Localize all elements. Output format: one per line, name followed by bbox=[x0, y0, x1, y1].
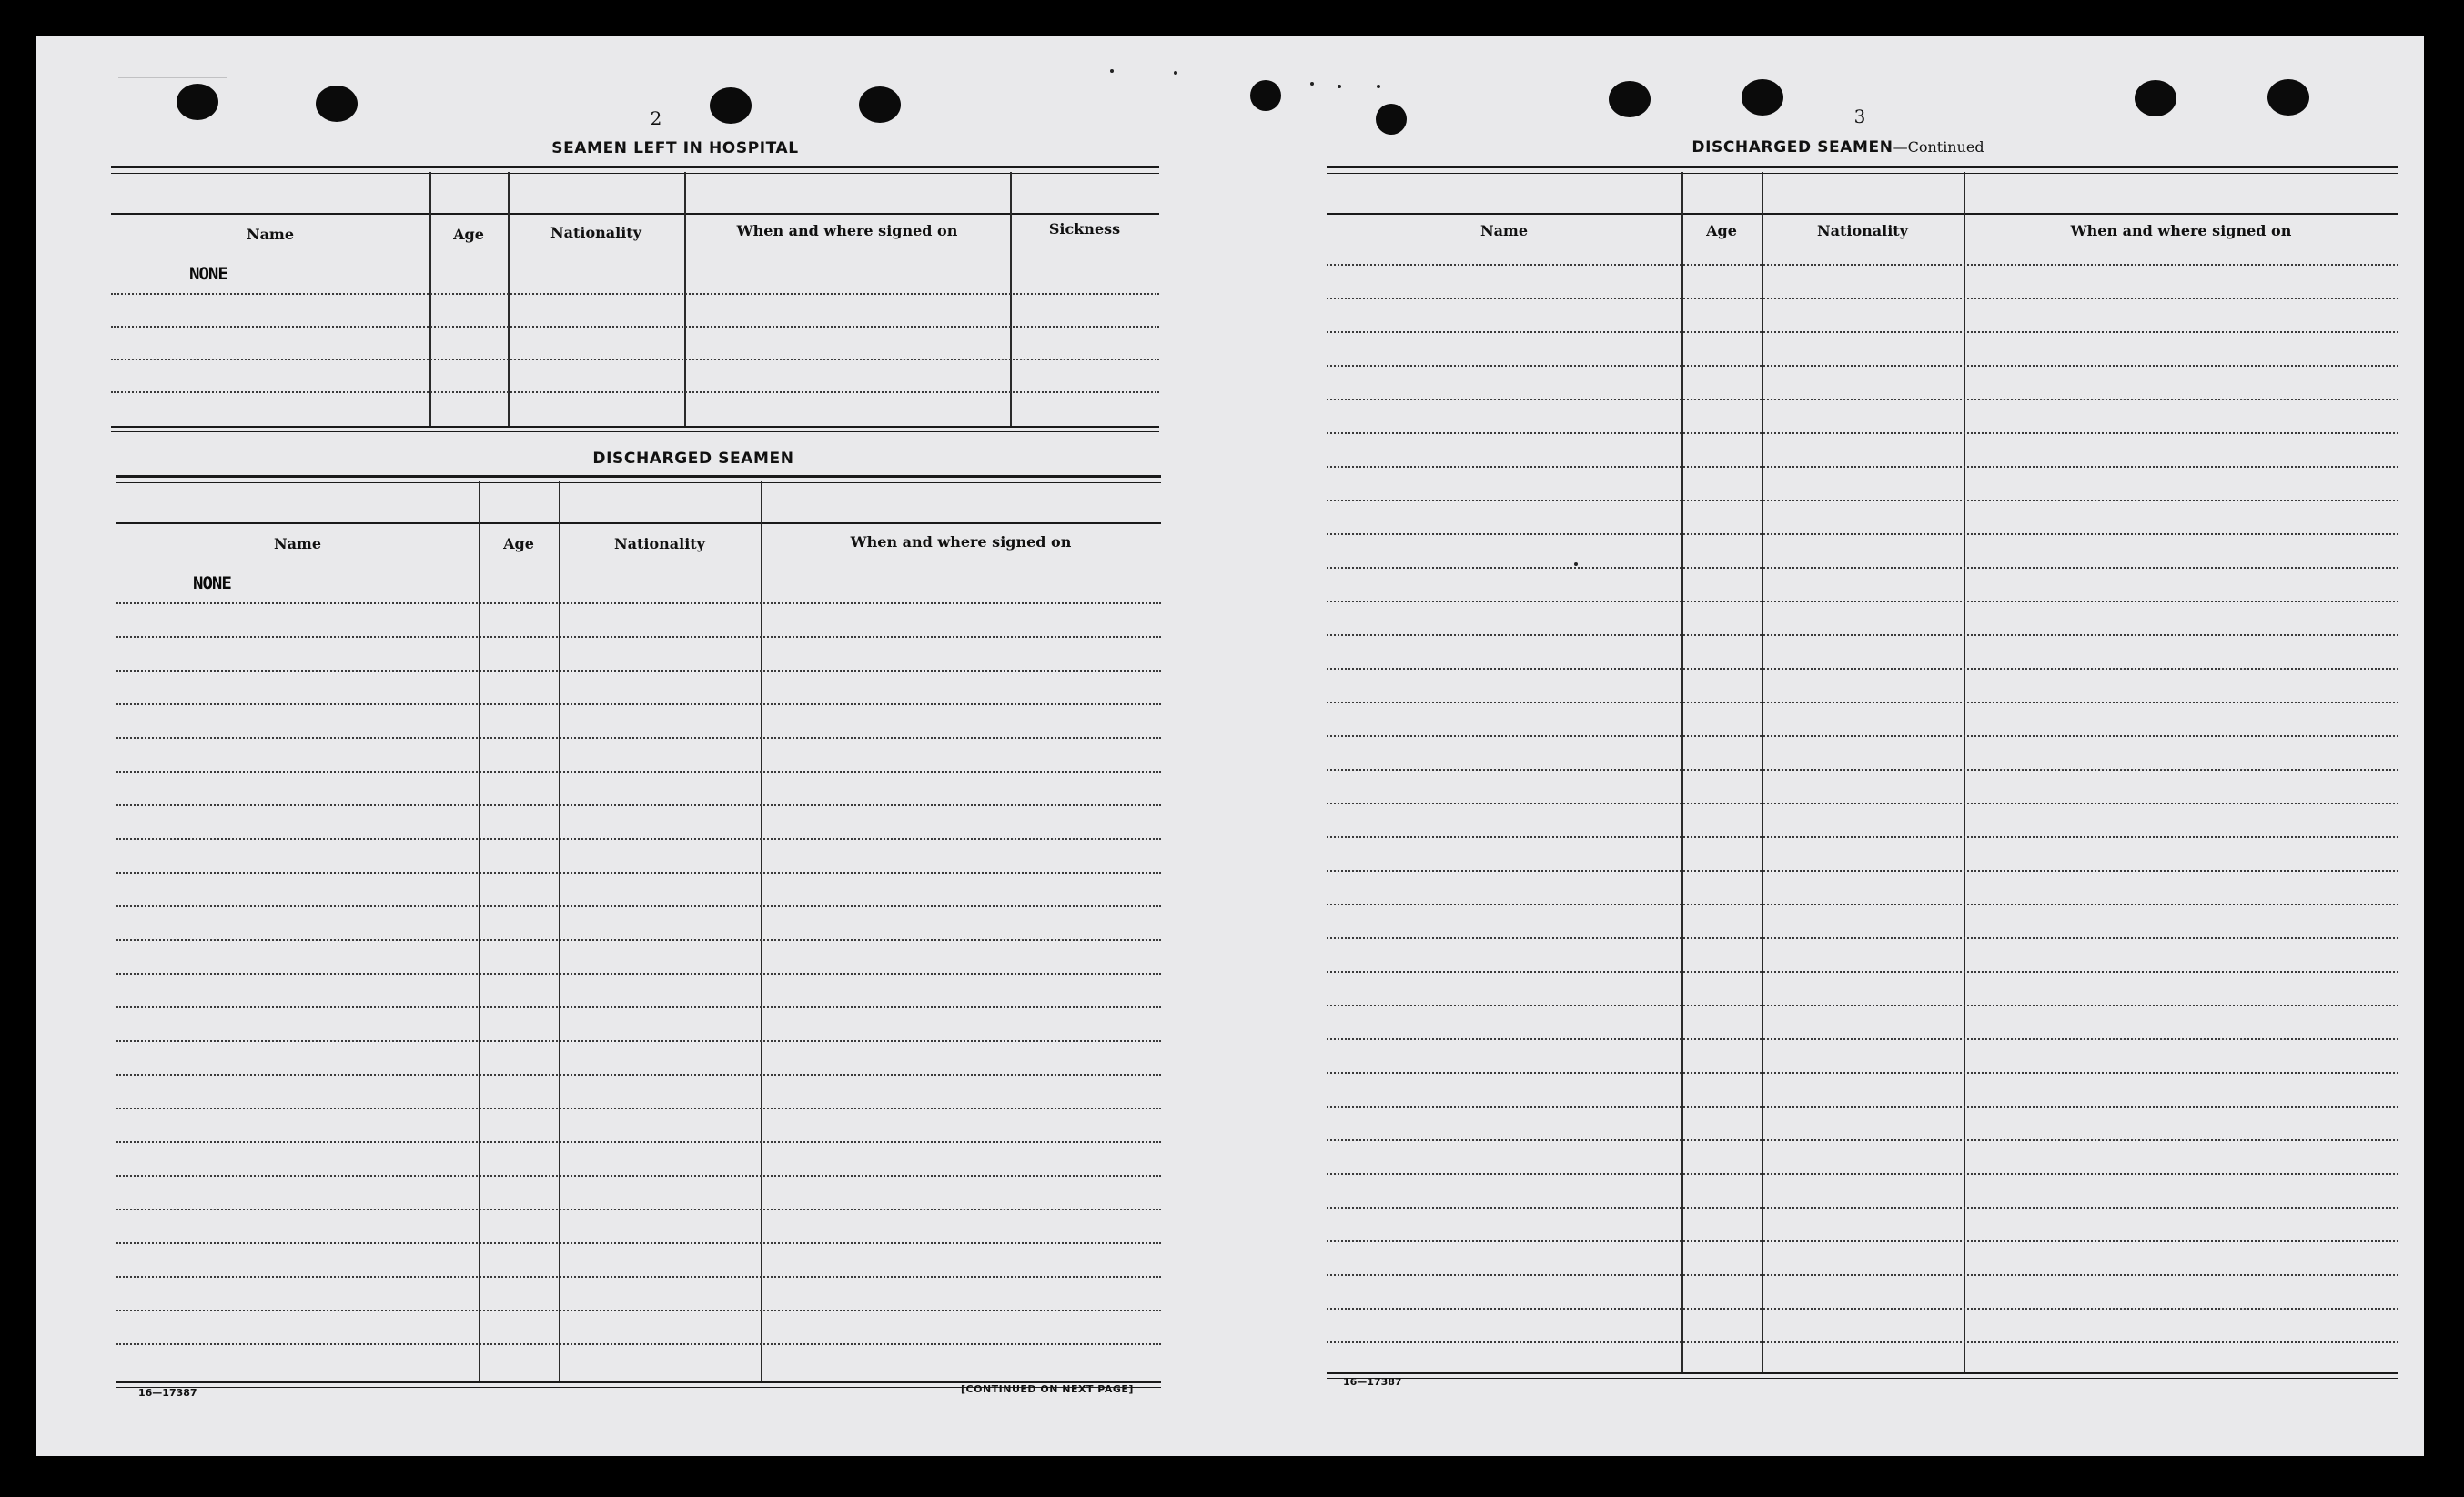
table-row-line bbox=[116, 939, 1161, 941]
column-header-signed-on: When and where signed on bbox=[850, 533, 1072, 551]
ink-speck bbox=[1110, 69, 1114, 73]
table-bottom-rule bbox=[111, 426, 1159, 432]
column-divider bbox=[1762, 172, 1763, 1373]
column-header-nationality: Nationality bbox=[550, 224, 641, 241]
table-row-line bbox=[116, 1209, 1161, 1210]
table-row-line bbox=[1327, 264, 2398, 266]
page-number-left: 2 bbox=[650, 107, 662, 129]
table-row-line bbox=[1327, 803, 2398, 804]
table-row-line bbox=[1327, 298, 2398, 299]
section-title-discharged: DISCHARGED SEAMEN bbox=[592, 450, 794, 468]
column-header-nationality: Nationality bbox=[1817, 222, 1908, 239]
table-row-line bbox=[1327, 870, 2398, 872]
table-row-line bbox=[111, 326, 1159, 328]
punch-hole bbox=[177, 84, 218, 120]
punch-hole bbox=[1609, 81, 1651, 117]
bleed-through-line bbox=[118, 77, 227, 78]
table-row-line bbox=[116, 1242, 1161, 1244]
column-divider bbox=[479, 481, 480, 1382]
table-row-line bbox=[116, 636, 1161, 638]
table-row-line bbox=[1327, 466, 2398, 468]
column-divider bbox=[429, 172, 431, 427]
discharged-entry-name: NONE bbox=[193, 573, 231, 593]
table-row-line bbox=[1327, 836, 2398, 838]
column-header-sickness: Sickness bbox=[1048, 220, 1121, 238]
table-row-line bbox=[1327, 1341, 2398, 1343]
section-title-hospital: SEAMEN LEFT IN HOSPITAL bbox=[551, 139, 799, 157]
document-sheet bbox=[36, 36, 2424, 1456]
table-row-line bbox=[1327, 904, 2398, 905]
table-row-line bbox=[116, 703, 1161, 705]
discharged-table-right bbox=[1327, 166, 2398, 1412]
table-row-line bbox=[1327, 937, 2398, 939]
table-row-line bbox=[1327, 1005, 2398, 1006]
table-row-line bbox=[1327, 634, 2398, 636]
title-continued: —Continued bbox=[1893, 138, 1984, 156]
table-row-line bbox=[1327, 1038, 2398, 1040]
table-row-line bbox=[1327, 601, 2398, 602]
table-row-line bbox=[1327, 769, 2398, 771]
table-row-line bbox=[116, 838, 1161, 840]
table-row-line bbox=[1327, 668, 2398, 670]
table-row-line bbox=[116, 1074, 1161, 1076]
table-row-line bbox=[1327, 1139, 2398, 1141]
table-row-line bbox=[116, 737, 1161, 739]
table-row-line bbox=[116, 1276, 1161, 1278]
hospital-entry-name: NONE bbox=[189, 264, 227, 284]
table-row-line bbox=[116, 1006, 1161, 1008]
punch-hole bbox=[1250, 80, 1281, 111]
column-divider bbox=[761, 481, 762, 1382]
column-header-signed-on: When and where signed on bbox=[2070, 222, 2292, 239]
table-row-line bbox=[116, 804, 1161, 806]
punch-hole bbox=[1376, 104, 1407, 135]
column-divider bbox=[508, 172, 510, 427]
punch-hole bbox=[1742, 79, 1783, 116]
table-row-line bbox=[111, 359, 1159, 360]
table-row-line bbox=[1327, 365, 2398, 367]
table-row-line bbox=[1327, 735, 2398, 737]
table-row-line bbox=[116, 771, 1161, 773]
table-top-rule bbox=[111, 166, 1159, 174]
column-header-age: Age bbox=[503, 535, 534, 552]
column-divider bbox=[559, 481, 560, 1382]
table-row-line bbox=[116, 872, 1161, 874]
table-header-rule bbox=[116, 522, 1161, 524]
section-title-discharged-continued bbox=[1601, 138, 2075, 157]
discharged-table-left bbox=[116, 475, 1161, 1417]
table-row-line bbox=[116, 1108, 1161, 1109]
table-row-line bbox=[116, 602, 1161, 604]
column-header-name: Name bbox=[246, 226, 295, 243]
ink-speck bbox=[1338, 85, 1341, 88]
column-header-signed-on: When and where signed on bbox=[736, 222, 958, 239]
column-header-age: Age bbox=[1706, 222, 1737, 239]
hospital-table bbox=[111, 166, 1159, 470]
table-top-rule bbox=[1327, 166, 2398, 174]
table-row-line bbox=[1327, 1106, 2398, 1108]
table-header-rule bbox=[1327, 213, 2398, 215]
column-header-nationality: Nationality bbox=[614, 535, 705, 552]
table-row-line bbox=[116, 1343, 1161, 1345]
punch-hole bbox=[316, 86, 358, 122]
table-row-line bbox=[1327, 1072, 2398, 1074]
table-row-line bbox=[1327, 399, 2398, 400]
form-code-right: 16—17387 bbox=[1343, 1376, 1402, 1388]
column-divider bbox=[1964, 172, 1965, 1373]
table-row-line bbox=[1327, 1308, 2398, 1310]
table-row-line bbox=[116, 973, 1161, 975]
table-row-line bbox=[1327, 1240, 2398, 1242]
table-row-line bbox=[1327, 1274, 2398, 1276]
ink-speck bbox=[1174, 71, 1177, 75]
table-row-line bbox=[1327, 432, 2398, 434]
table-row-line bbox=[1327, 1173, 2398, 1175]
table-row-line bbox=[116, 905, 1161, 907]
punch-hole bbox=[2135, 80, 2176, 116]
table-row-line bbox=[111, 391, 1159, 393]
table-top-rule bbox=[116, 475, 1161, 483]
table-row-line bbox=[1327, 702, 2398, 703]
table-row-line bbox=[116, 1310, 1161, 1311]
ink-speck bbox=[1310, 82, 1314, 86]
table-row-line bbox=[111, 293, 1159, 295]
table-row-line bbox=[116, 670, 1161, 672]
table-header-rule bbox=[111, 213, 1159, 215]
table-row-line bbox=[116, 1040, 1161, 1042]
form-code-left: 16—17387 bbox=[138, 1387, 197, 1399]
punch-hole bbox=[2267, 79, 2309, 116]
column-header-name: Name bbox=[273, 535, 322, 552]
title-main: DISCHARGED SEAMEN bbox=[1691, 138, 1893, 157]
column-divider bbox=[1681, 172, 1683, 1373]
table-row-line bbox=[1327, 500, 2398, 501]
table-bottom-rule bbox=[1327, 1372, 2398, 1379]
column-divider bbox=[684, 172, 686, 427]
punch-hole bbox=[710, 87, 752, 124]
page-number-right: 3 bbox=[1853, 106, 1866, 127]
continued-note: [CONTINUED ON NEXT PAGE] bbox=[961, 1383, 1134, 1395]
table-row-line bbox=[1327, 533, 2398, 535]
table-row-line bbox=[116, 1141, 1161, 1143]
table-row-line bbox=[1327, 567, 2398, 569]
ink-speck bbox=[1377, 85, 1380, 88]
table-row-line bbox=[1327, 1207, 2398, 1209]
table-row-line bbox=[1327, 331, 2398, 333]
column-divider bbox=[1010, 172, 1012, 427]
table-row-line bbox=[116, 1175, 1161, 1177]
punch-hole bbox=[859, 86, 901, 123]
table-row-line bbox=[1327, 971, 2398, 973]
column-header-name: Name bbox=[1479, 222, 1529, 239]
column-header-age: Age bbox=[453, 226, 484, 243]
